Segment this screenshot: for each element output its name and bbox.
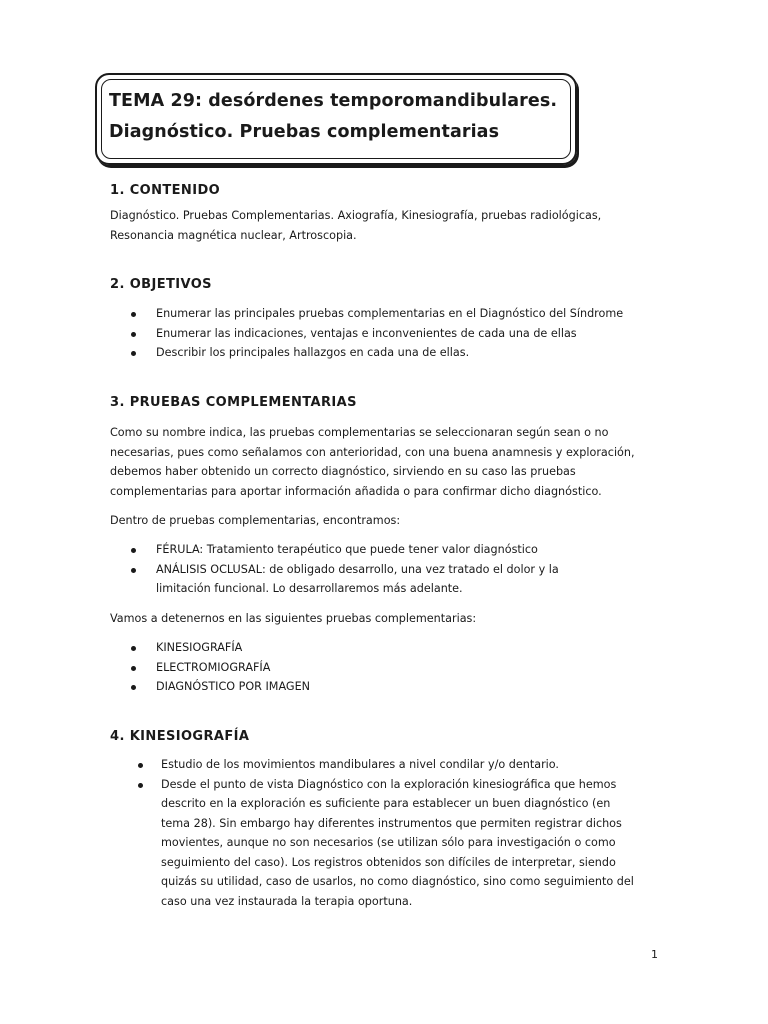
pruebas-list-1 — [0, 540, 559, 599]
kinesiografia-list — [0, 755, 634, 911]
bullet-icon — [138, 783, 143, 788]
list-item: ELECTROMIOGRAFÍA — [0, 658, 310, 678]
list-item-continuation: tema 28). Sin embargo hay diferentes instrumentos que permiten registrar dichos — [161, 816, 622, 830]
bullet-icon — [131, 646, 136, 651]
list-item: ANÁLISIS OCLUSAL: de obligado desarrollo, una vez tratado el dolor y la — [0, 560, 559, 580]
bullet-icon — [131, 351, 136, 356]
text-line: debemos haber obtenido un correcto diagnóstico, sirviendo en su caso las pruebas — [110, 465, 576, 478]
text-line: Como su nombre indica, las pruebas complementarias se seleccionaran según sean o no — [110, 426, 609, 439]
bullet-icon — [138, 763, 143, 768]
document-title-line-2: Diagnóstico. Pruebas complementarias — [109, 122, 500, 142]
list-item: Estudio de los movimientos mandibulares a nivel condilar y/o dentario. — [0, 755, 634, 775]
section-heading-objetivos: 2. OBJETIVOS — [110, 277, 212, 292]
title-box — [95, 73, 577, 165]
bullet-icon — [131, 312, 136, 317]
text-line: complementarias para aportar información añadida o para confirmar dicho diagnóstico. — [110, 484, 602, 498]
page-number: 1 — [651, 948, 658, 961]
pruebas-detail-intro: Vamos a detenernos en las siguientes pruebas complementarias: — [110, 612, 477, 625]
list-item: Describir los principales hallazgos en cada una de ellas. — [0, 343, 623, 363]
list-item-continuation: caso una vez instaurada la terapia oportuna. — [161, 894, 413, 908]
bullet-icon — [131, 568, 136, 573]
list-item: DIAGNÓSTICO POR IMAGEN — [0, 677, 310, 697]
section-heading-contenido: 1. CONTENIDO — [110, 183, 221, 198]
section-heading-kinesiografia: 4. KINESIOGRAFÍA — [110, 729, 250, 744]
bullet-icon — [131, 548, 136, 553]
pruebas-list-intro: Dentro de pruebas complementarias, encontramos: — [110, 514, 401, 527]
list-item-continuation: seguimiento del caso). Los registros obtenidos son difíciles de interpretar, siendo — [161, 855, 616, 869]
pruebas-intro-paragraph — [110, 423, 650, 501]
text-line: necesarias, pues como señalamos con anterioridad, con una buena anamnesis y exploración, — [110, 445, 635, 459]
list-item-continuation: movientes, aunque no son necesarios (se utilizan sólo para investigación o como — [161, 836, 616, 849]
list-item: Enumerar las principales pruebas complementarias en el Diagnóstico del Síndrome — [0, 304, 623, 324]
contenido-text — [110, 206, 650, 245]
objetivos-list — [0, 304, 623, 363]
text-line: Diagnóstico. Pruebas Complementarias. Axiografía, Kinesiografía, pruebas radiológicas, — [110, 209, 602, 222]
list-item-continuation: quizás su utilidad, caso de usarlos, no como diagnóstico, sino como seguimiento del — [161, 875, 634, 888]
list-item: Desde el punto de vista Diagnóstico con la exploración kinesiográfica que hemos — [0, 775, 634, 795]
text-line: Resonancia magnética nuclear, Artroscopia. — [110, 228, 357, 242]
bullet-icon — [131, 685, 136, 690]
list-item-continuation: limitación funcional. Lo desarrollaremos más adelante. — [156, 582, 463, 595]
list-item: FÉRULA: Tratamiento terapéutico que puede tener valor diagnóstico — [0, 540, 559, 560]
list-item-continuation: descrito en la exploración es suficiente para establecer un buen diagnóstico (en — [161, 797, 611, 810]
bullet-icon — [131, 332, 136, 337]
list-item: Enumerar las indicaciones, ventajas e inconvenientes de cada una de ellas — [0, 324, 623, 344]
section-heading-pruebas: 3. PRUEBAS COMPLEMENTARIAS — [110, 395, 357, 410]
bullet-icon — [131, 666, 136, 671]
document-title-line-1: TEMA 29: desórdenes temporomandibulares. — [109, 91, 558, 111]
pruebas-list-2 — [0, 638, 310, 697]
list-item: KINESIOGRAFÍA — [0, 638, 310, 658]
